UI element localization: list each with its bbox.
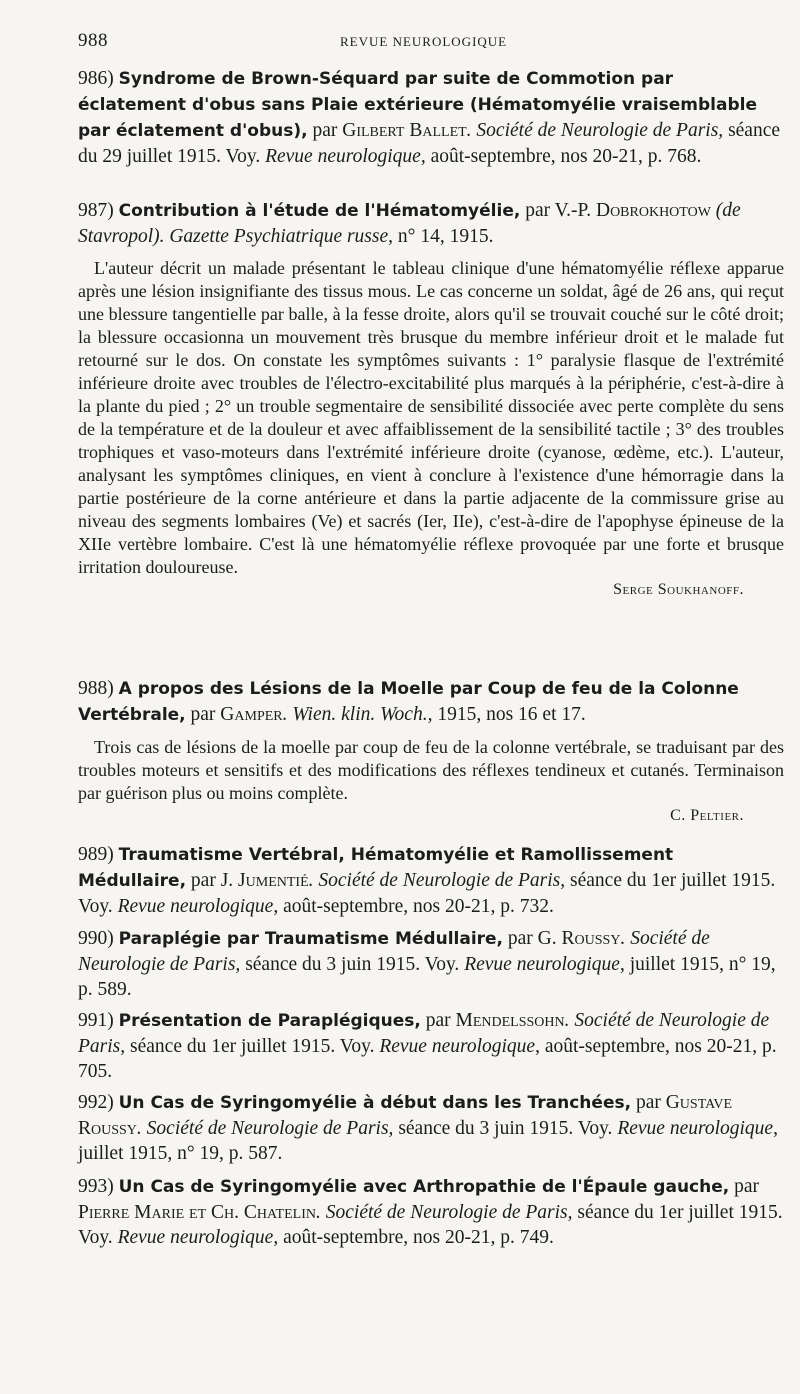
abstract-entry-993 [78, 1174, 784, 1250]
entry-by: par J. [186, 870, 239, 891]
entry-signature: Serge Soukhanoff. [613, 581, 744, 598]
entry-title: Traumatisme Vertébral, Hématomyélie et Ramollissement Médullaire, [78, 845, 674, 891]
entry-journal: Revue neurologique [117, 1227, 274, 1248]
entry-signature: C. Peltier. [670, 807, 744, 824]
abstract-entry-990 [78, 926, 784, 1002]
entry-number: 991) [78, 1010, 114, 1031]
abstract-entry-986 [78, 66, 784, 169]
entry-number: 987) [78, 200, 114, 221]
entry-source: . Wien. klin. Woch., [282, 704, 433, 725]
entry-source: . Société de Neurologie de Paris, [316, 1202, 573, 1223]
entry-source: . Société de Neurologie de Paris, [466, 120, 724, 141]
entry-ref: séance du 1er juillet 1915. Voy. [78, 870, 776, 917]
entry-body: Trois cas de lésions de la moelle par coup de feu de la colonne vertébrale, se traduisant par des troubles moteurs et sensitifs et des modifications des réflexes tendineux et cutanés. Terminaison par guérison plus ou moins complète. [78, 737, 784, 803]
entry-source: . Société de Neurologie de Paris, [136, 1118, 394, 1139]
entry-title: Un Cas de Syringomyélie à début dans les Tranchées, [118, 1093, 632, 1113]
entry-journal: Revue neurologique [117, 896, 274, 917]
entry-author: Gilbert Ballet [342, 120, 467, 141]
entry-author: Pierre Marie et Ch. Chatelin [78, 1202, 316, 1223]
abstract-entry-987 [78, 198, 784, 599]
entry-citation [78, 66, 784, 169]
entry-author: Gustave Roussy [78, 1092, 733, 1139]
entry-tail: , août-septembre, nos 20-21, p. 749. [273, 1227, 554, 1248]
entry-citation [78, 676, 784, 728]
entry-journal: Revue neurologique [379, 1036, 536, 1057]
page-header [78, 30, 770, 54]
entry-citation [78, 1174, 784, 1250]
entry-citation [78, 926, 784, 1002]
entry-number: 986) [78, 68, 114, 89]
entry-title: Contribution à l'étude de l'Hématomyélie, [118, 201, 521, 221]
entry-ref: séance du 3 juin 1915. Voy. [240, 954, 465, 975]
entry-tail: , juillet 1915, n° 19, p. 587. [78, 1118, 778, 1164]
entry-citation [78, 1090, 784, 1166]
entry-ref: n° 14, 1915. [393, 226, 494, 247]
entry-tail: , août-septembre, nos 20-21, p. 768. [420, 146, 702, 167]
entry-by: par G. [503, 928, 562, 949]
entry-source: . Société de Neurologie de Paris, [308, 870, 566, 891]
abstract-entry-992 [78, 1090, 784, 1166]
entry-number: 993) [78, 1176, 114, 1197]
entry-journal: Revue neurologique [464, 954, 620, 975]
entry-author: Gamper [220, 704, 283, 725]
entry-by: par V.-P. [520, 200, 596, 221]
entry-source: . Société de Neurologie de Paris, [78, 928, 710, 975]
entry-body: L'auteur décrit un malade présentant le tableau clinique d'une hématomyélie réflexe apparue après une lésion insignifiante des tissus mous. Le cas concerne un soldat, âgé de 26 ans, qui reçut une blessure tangentielle par balle, à la fesse droite, alors qu'il se trouvait couché sur le côté droit; la blessure occasionna un mouvement très brusque du membre inférieur droit et le malade fut retourné sur le dos. On constate les symptômes suivants : 1° paralysie flasque de l'extrémité inférieure droite avec troubles de l'électro-excitabilité plus marqués à la périphérie, c'est-à-dire à la plante du pied ; 2° un trouble segmentaire de sensibilité dissociée avec perte complète du sens de la température et de la douleur et avec affaiblissement de la sensibilité tactile ; 3° des troubles trophiques et vaso-moteurs dans l'extrémité inférieure droite (cyanose, œdème, etc.). L'auteur, analysant les symptômes cliniques, en vient à conclure à l'existence d'une hémorragie dans la partie postérieure de la corne antérieure et dans la partie adjacente de la commissure grise au niveau des segments lombaires (Ve) et sacrés (Ier, IIe), c'est-à-dire de l'apophyse épineuse de la XIIe vertèbre lombaire. C'est là une hématomyélie réflexe provoquée par une forte et brusque irritation douloureuse. [78, 258, 784, 577]
entry-title: Un Cas de Syringomyélie avec Arthropathie de l'Épaule gauche, [118, 1177, 730, 1197]
entry-tail: , juillet 1915, n° 19, p. 589. [78, 954, 776, 1000]
entry-number: 990) [78, 928, 114, 949]
entry-ref: séance du 1er juillet 1915. Voy. [125, 1036, 380, 1057]
entry-author: Jumentié [238, 870, 309, 891]
entry-ref: 1915, nos 16 et 17. [432, 704, 586, 725]
entry-title: Paraplégie par Traumatisme Médullaire, [118, 929, 504, 949]
abstract-entry-988 [78, 676, 784, 825]
entry-title: Syndrome de Brown-Séquard par suite de Commotion par éclatement d'obus sans Plaie extérieure (Hématomyélie vraisemblable par éclatement d'obus), [78, 69, 757, 141]
running-head: REVUE NEUROLOGIQUE [340, 34, 508, 49]
entry-by: par [185, 704, 221, 725]
abstract-entry-989 [78, 842, 784, 919]
entry-by: par [420, 1010, 456, 1031]
entry-citation [78, 842, 784, 919]
entry-by: par [631, 1092, 666, 1113]
entry-journal: Revue neurologique [265, 146, 421, 167]
entry-ref: séance du 29 juillet 1915. Voy. [78, 120, 781, 167]
entry-author: Roussy [561, 928, 621, 949]
entry-number: 992) [78, 1092, 114, 1113]
entry-tail: , août-septembre, nos 20-21, p. 705. [78, 1036, 777, 1082]
entry-journal: Revue neurologique [617, 1118, 774, 1139]
entry-source: . Société de Neurologie de Paris, [78, 1010, 770, 1057]
abstract-entry-991 [78, 1008, 784, 1084]
entry-number: 988) [78, 678, 114, 699]
entry-tail: , août-septembre, nos 20-21, p. 732. [273, 896, 554, 917]
entry-ref: séance du 3 juin 1915. Voy. [393, 1118, 618, 1139]
page-number: 988 [78, 30, 108, 51]
entry-author: Mendelssohn [455, 1010, 565, 1031]
entry-ref: séance du 1er juillet 1915. Voy. [78, 1202, 783, 1248]
entry-source: (de Stavropol). Gazette Psychiatrique russe, [78, 200, 741, 247]
entry-author: Dobrokhotow [595, 200, 711, 221]
entry-number: 989) [78, 844, 114, 865]
entry-citation [78, 1008, 784, 1084]
entry-title: A propos des Lésions de la Moelle par Coup de feu de la Colonne Vertébrale, [78, 679, 739, 725]
entry-title: Présentation de Paraplégiques, [118, 1011, 421, 1031]
entry-by: par [307, 120, 343, 141]
entry-citation [78, 198, 784, 249]
entry-by: par [729, 1176, 759, 1197]
